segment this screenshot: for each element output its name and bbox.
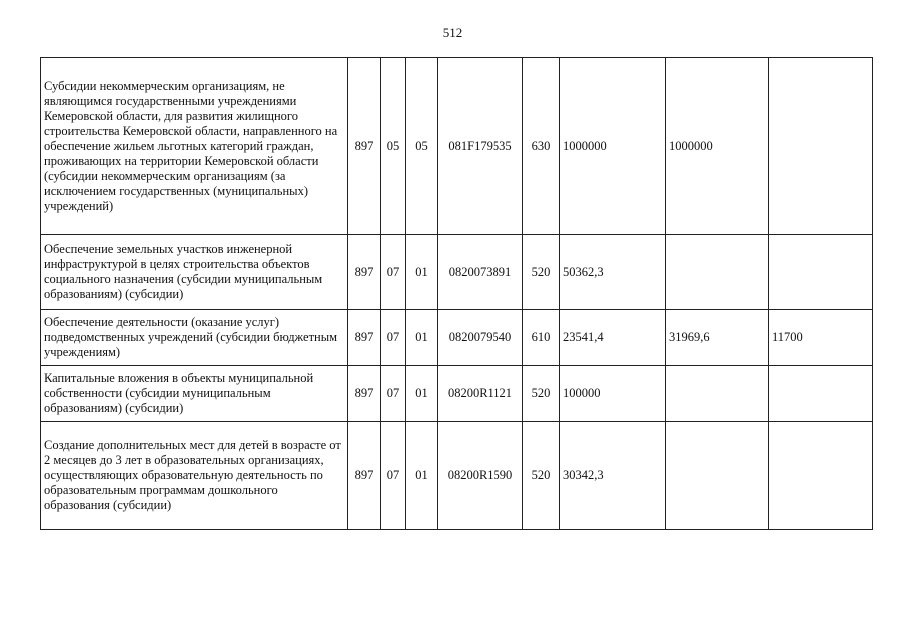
amount-year-1: 23541,4 [560, 310, 666, 366]
row-name: Обеспечение земельных участков инженерной инфраструктурой в целях строительства объектов социального назначения (субсидии муниципальным образованиям) (субсидии) [41, 235, 348, 310]
target-code: 0820079540 [438, 310, 523, 366]
table-row [41, 310, 873, 366]
amount-year-2: 1000000 [666, 58, 769, 235]
section-code: 07 [381, 310, 406, 366]
table-row [41, 366, 873, 422]
section-code: 07 [381, 235, 406, 310]
expense-type-code: 520 [523, 422, 560, 530]
target-code: 08200R1121 [438, 366, 523, 422]
row-name: Субсидии некоммерческим организациям, не являющимся государственными учреждениями Кемеровской области, для развития жилищного строительства Кемеровской области, направленного на обеспечение жильем льготных категорий граждан, проживающих на территории Кемеровской области (субсидии некоммерческим организациям (за исключением государственных (муниципальных) учреждений) [41, 58, 348, 235]
row-name: Капитальные вложения в объекты муниципальной собственности (субсидии муниципальным образованиям) (субсидии) [41, 366, 348, 422]
amount-year-2 [666, 422, 769, 530]
amount-year-1: 30342,3 [560, 422, 666, 530]
amount-year-3 [769, 235, 873, 310]
subsection-code: 01 [406, 366, 438, 422]
amount-year-2 [666, 235, 769, 310]
section-code: 07 [381, 422, 406, 530]
table-row [41, 235, 873, 310]
subsection-code: 05 [406, 58, 438, 235]
amount-year-3 [769, 422, 873, 530]
amount-year-3 [769, 366, 873, 422]
subsection-code: 01 [406, 310, 438, 366]
amount-year-2 [666, 366, 769, 422]
page-number: 512 [442, 25, 463, 40]
amount-year-3 [769, 58, 873, 235]
ministry-code: 897 [348, 235, 381, 310]
ministry-code: 897 [348, 58, 381, 235]
row-name: Создание дополнительных мест для детей в возрасте от 2 месяцев до 3 лет в образовательных организациях, осуществляющих образовательную деятельность по образовательным программам дошкольного образования (субсидии) [41, 422, 348, 530]
target-code: 08200R1590 [438, 422, 523, 530]
expense-type-code: 520 [523, 366, 560, 422]
table-row [41, 58, 873, 235]
section-code: 07 [381, 366, 406, 422]
target-code: 081F179535 [438, 58, 523, 235]
amount-year-2: 31969,6 [666, 310, 769, 366]
ministry-code: 897 [348, 310, 381, 366]
row-name: Обеспечение деятельности (оказание услуг) подведомственных учреждений (субсидии бюджетным учреждениям) [41, 310, 348, 366]
expense-type-code: 630 [523, 58, 560, 235]
budget-table [40, 57, 873, 530]
expense-type-code: 610 [523, 310, 560, 366]
subsection-code: 01 [406, 422, 438, 530]
subsection-code: 01 [406, 235, 438, 310]
ministry-code: 897 [348, 366, 381, 422]
amount-year-3: 11700 [769, 310, 873, 366]
target-code: 0820073891 [438, 235, 523, 310]
amount-year-1: 100000 [560, 366, 666, 422]
ministry-code: 897 [348, 422, 381, 530]
amount-year-1: 50362,3 [560, 235, 666, 310]
amount-year-1: 1000000 [560, 58, 666, 235]
section-code: 05 [381, 58, 406, 235]
table-row [41, 422, 873, 530]
expense-type-code: 520 [523, 235, 560, 310]
